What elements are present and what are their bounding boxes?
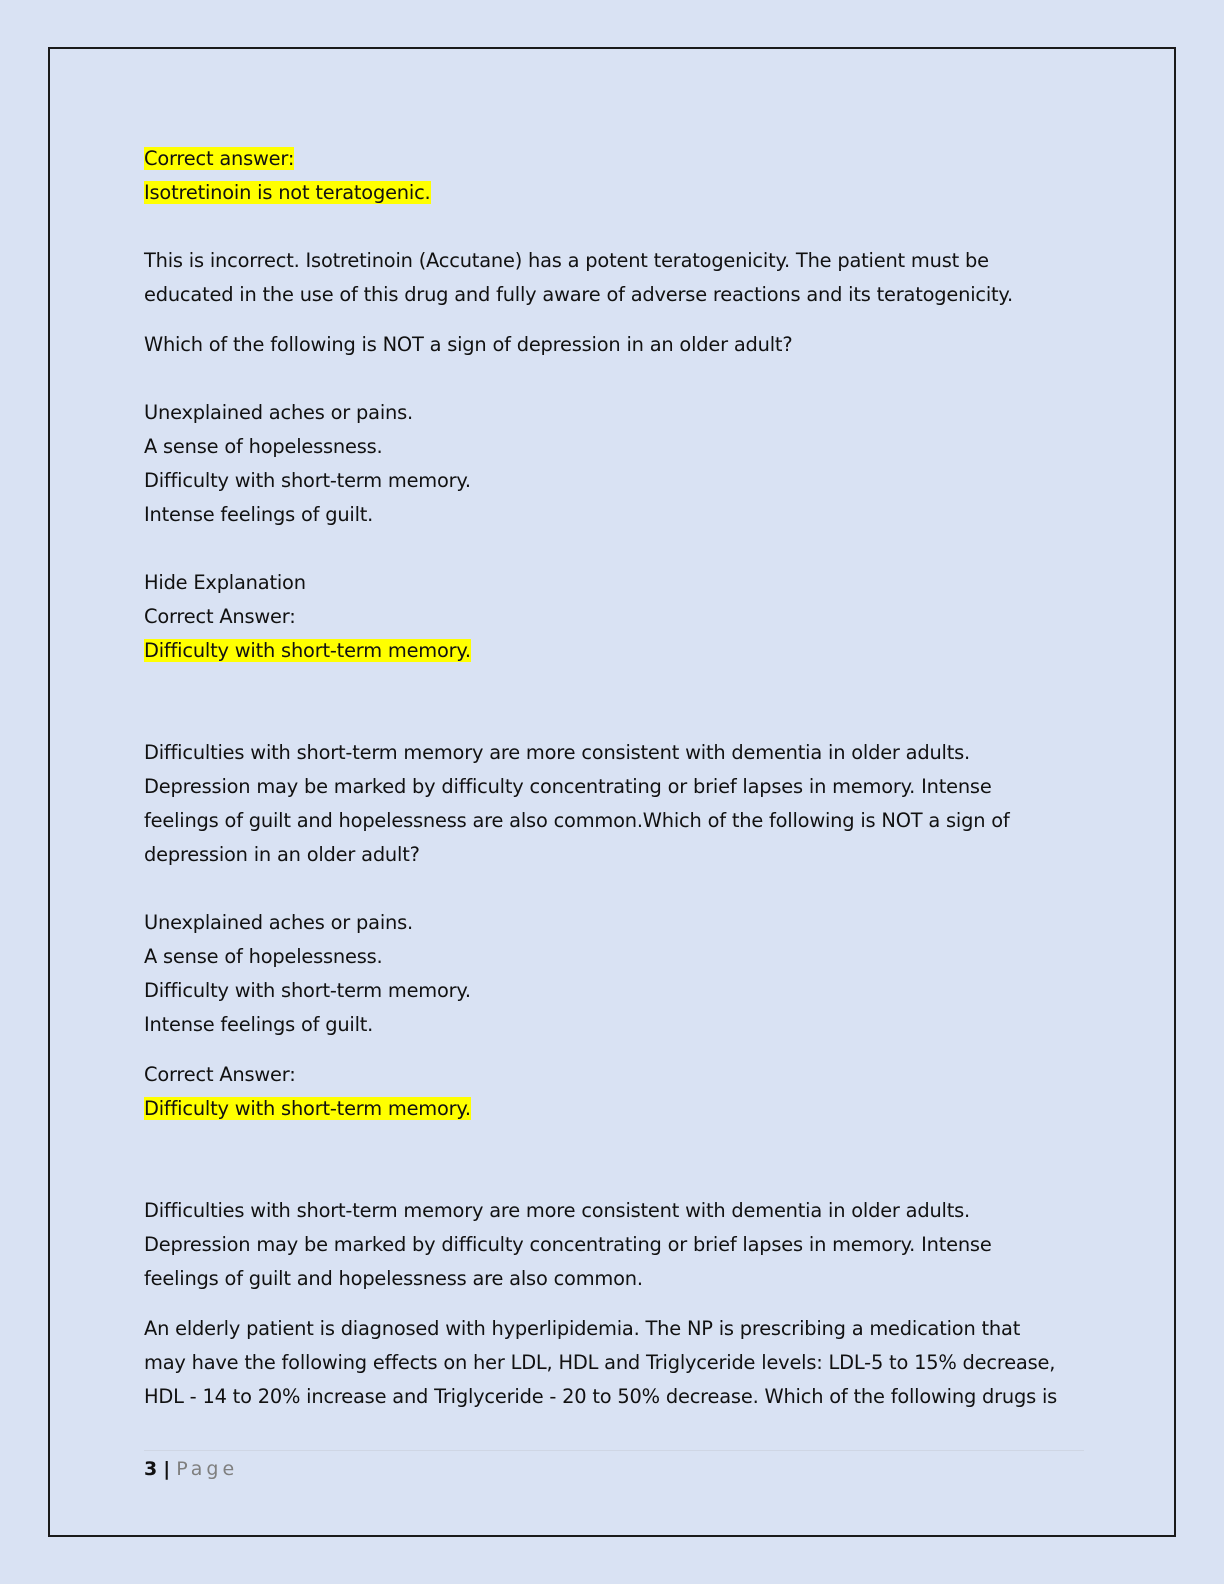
answer-option: Unexplained aches or pains. <box>144 401 413 424</box>
correct-answer-label-1: Correct answer: <box>144 147 295 170</box>
hide-explanation-link[interactable]: Hide Explanation <box>144 571 306 594</box>
page-number: 3 <box>144 1458 158 1480</box>
page-footer <box>144 1452 238 1486</box>
correct-answer-value: Difficulty with short-term memory. <box>144 1097 471 1120</box>
explanation-line: Depression may be marked by difficulty concentrating or brief lapses in memory. Intense <box>144 775 992 798</box>
explanation-line: This is incorrect. Isotretinoin (Accutane) has a potent teratogenicity. The patient must be <box>144 249 989 272</box>
answer-option: A sense of hopelessness. <box>144 435 383 458</box>
question-prompt-line: HDL - 14 to 20% increase and Triglyceride - 20 to 50% decrease. Which of the following drugs is <box>144 1385 1058 1408</box>
document-body <box>144 142 1084 1414</box>
answer-option: Unexplained aches or pains. <box>144 911 413 934</box>
explanation-line: Difficulties with short-term memory are more consistent with dementia in older adults. <box>144 1199 971 1222</box>
explanation-line: feelings of guilt and hopelessness are also common.Which of the following is NOT a sign of <box>144 809 1010 832</box>
answer-option: Intense feelings of guilt. <box>144 1013 374 1036</box>
answer-option: Intense feelings of guilt. <box>144 503 374 526</box>
explanation-line: Difficulties with short-term memory are more consistent with dementia in older adults. <box>144 741 971 764</box>
footer-divider <box>144 1450 1084 1451</box>
answer-option: A sense of hopelessness. <box>144 945 383 968</box>
correct-answer-label: Correct Answer: <box>144 605 296 628</box>
answer-option: Difficulty with short-term memory. <box>144 469 471 492</box>
page-label: Page <box>176 1458 239 1480</box>
explanation-line: Depression may be marked by difficulty concentrating or brief lapses in memory. Intense <box>144 1233 992 1256</box>
question-prompt: Which of the following is NOT a sign of depression in an older adult? <box>144 333 793 356</box>
explanation-line: depression in an older adult? <box>144 843 420 866</box>
answer-option: Difficulty with short-term memory. <box>144 979 471 1002</box>
correct-answer-value-1: Isotretinoin is not teratogenic. <box>144 181 431 204</box>
explanation-line: feelings of guilt and hopelessness are also common. <box>144 1267 643 1290</box>
explanation-line: educated in the use of this drug and fully aware of adverse reactions and its teratogenicity. <box>144 283 1013 306</box>
question-prompt-line: may have the following effects on her LDL, HDL and Triglyceride levels: LDL-5 to 15% decrease, <box>144 1351 1056 1374</box>
correct-answer-value: Difficulty with short-term memory. <box>144 639 471 662</box>
question-prompt-line: An elderly patient is diagnosed with hyperlipidemia. The NP is prescribing a medication that <box>144 1317 1021 1340</box>
footer-separator: | <box>163 1458 171 1480</box>
correct-answer-label: Correct Answer: <box>144 1063 296 1086</box>
